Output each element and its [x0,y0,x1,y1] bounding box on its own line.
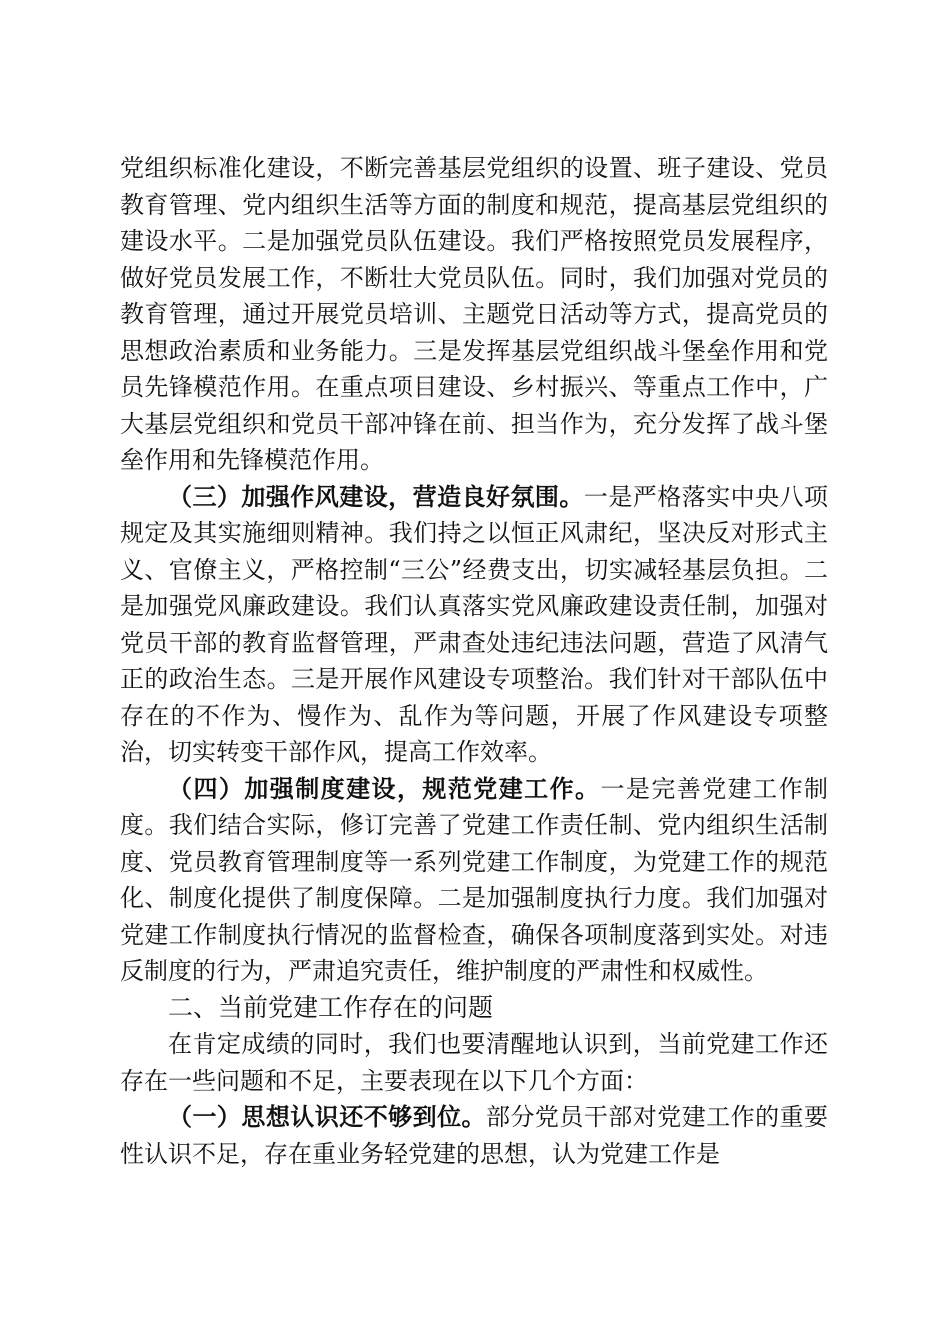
subheading-system-building: （四）加强制度建设，规范党建工作。 [168,773,601,803]
subheading-work-style: （三）加强作风建设，营造良好氛围。 [168,481,584,511]
document-body [120,150,828,1172]
paragraph-ideology [120,1099,828,1172]
paragraph-system-building-text: 一是完善党建工作制度。我们结合实际，修订完善了党建工作责任制、党内组织生活制度、党员教育管理制度等一系列党建工作制度，为党建工作的规范化、制度化提供了制度保障。二是加强制度执行力度。我们加强对党建工作制度执行情况的监督检查，确保各项制度落到实处。对违反制度的行为，严肃追究责任，维护制度的严肃性和权威性。 [120,774,829,985]
paragraph-ideology-text: 部分党员干部对党建工作的重要性认识不足，存在重业务轻党建的思想，认为党建工作是 [120,1103,828,1168]
subheading-ideology: （一）思想认识还不够到位。 [168,1102,486,1131]
paragraph-work-style-text: 一是严格落实中央八项规定及其实施细则精神。我们持之以恒正风肃纪，坚决反对形式主义、官僚主义，严格控制“三公”经费支出，切实减轻基层负担。二是加强党风廉政建设。我们认真落实党风廉政建设责任制，加强对党员干部的教育监督管理，严肃查处违纪违法问题，营造了风清气正的政治生态。三是开展作风建设专项整治。我们针对干部队伍中存在的不作为、慢作为、乱作为等问题，开展了作风建设专项整治，切实转变干部作风，提高工作效率。 [120,482,829,766]
section-heading-problems: 二、当前党建工作存在的问题 [168,992,494,1022]
paragraph-continuation: 党组织标准化建设，不断完善基层党组织的设置、班子建设、党员教育管理、党内组织生活等方面的制度和规范，提高基层党组织的建设水平。二是加强党员队伍建设。我们严格按照党员发展程序，做好党员发展工作，不断壮大党员队伍。同时，我们加强对党员的教育管理，通过开展党员培训、主题党日活动等方式，提高党员的思想政治素质和业务能力。三是发挥基层党组织战斗堡垒作用和党员先锋模范作用。在重点项目建设、乡村振兴、等重点工作中，广大基层党组织和党员干部冲锋在前、担当作为，充分发挥了战斗堡垒作用和先锋模范作用。 [120,154,828,474]
paragraph-system-building [120,771,828,990]
paragraph-problems-intro: 在肯定成绩的同时，我们也要清醒地认识到，当前党建工作还存在一些问题和不足，主要表现在以下几个方面： [120,1030,828,1095]
paragraph-work-style [120,479,828,771]
